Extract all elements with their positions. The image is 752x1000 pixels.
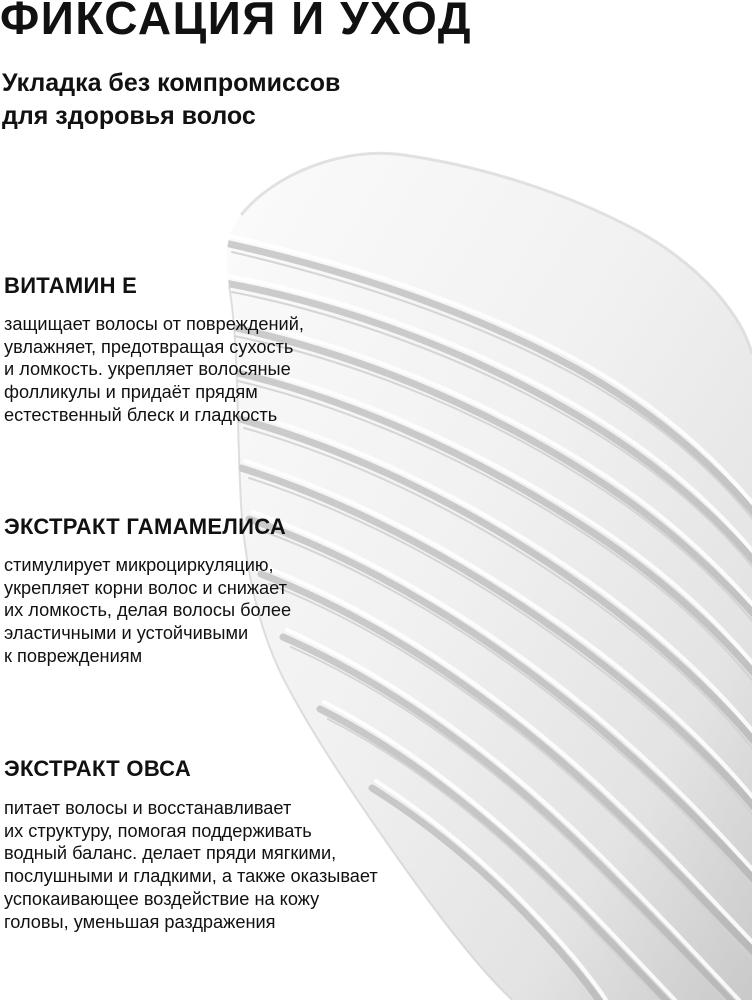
ingredient-title-oat-extract: ЭКСТРАКТ ОВСА bbox=[4, 756, 192, 781]
page-title: ФИКСАЦИЯ И УХОД bbox=[0, 0, 472, 44]
ingredient-title-vitamin-e: ВИТАМИН Е bbox=[4, 273, 138, 298]
ingredient-description-vitamin-e: защищает волосы от повреждений, увлажняет, предотвращая сухость и ломкость. укрепляет волосяные фолликулы и придаёт прядям естественный блеск и гладкость bbox=[4, 314, 304, 425]
page-subtitle: Укладка без компромиссов для здоровья волос bbox=[2, 69, 341, 130]
ingredient-description-oat-extract: питает волосы и восстанавливает их структуру, помогая поддерживать водный баланс. делает пряди мягкими, послушными и гладкими, а также оказывает успокаивающее воздействие на кожу головы, уменьшая раздражения bbox=[4, 798, 378, 932]
ingredient-title-witch-hazel: ЭКСТРАКТ ГАМАМЕЛИСА bbox=[4, 514, 287, 539]
ingredient-description-witch-hazel: стимулирует микроциркуляцию, укрепляет корни волос и снижает их ломкость, делая волосы более эластичными и устойчивыми к повреждениям bbox=[4, 555, 292, 666]
